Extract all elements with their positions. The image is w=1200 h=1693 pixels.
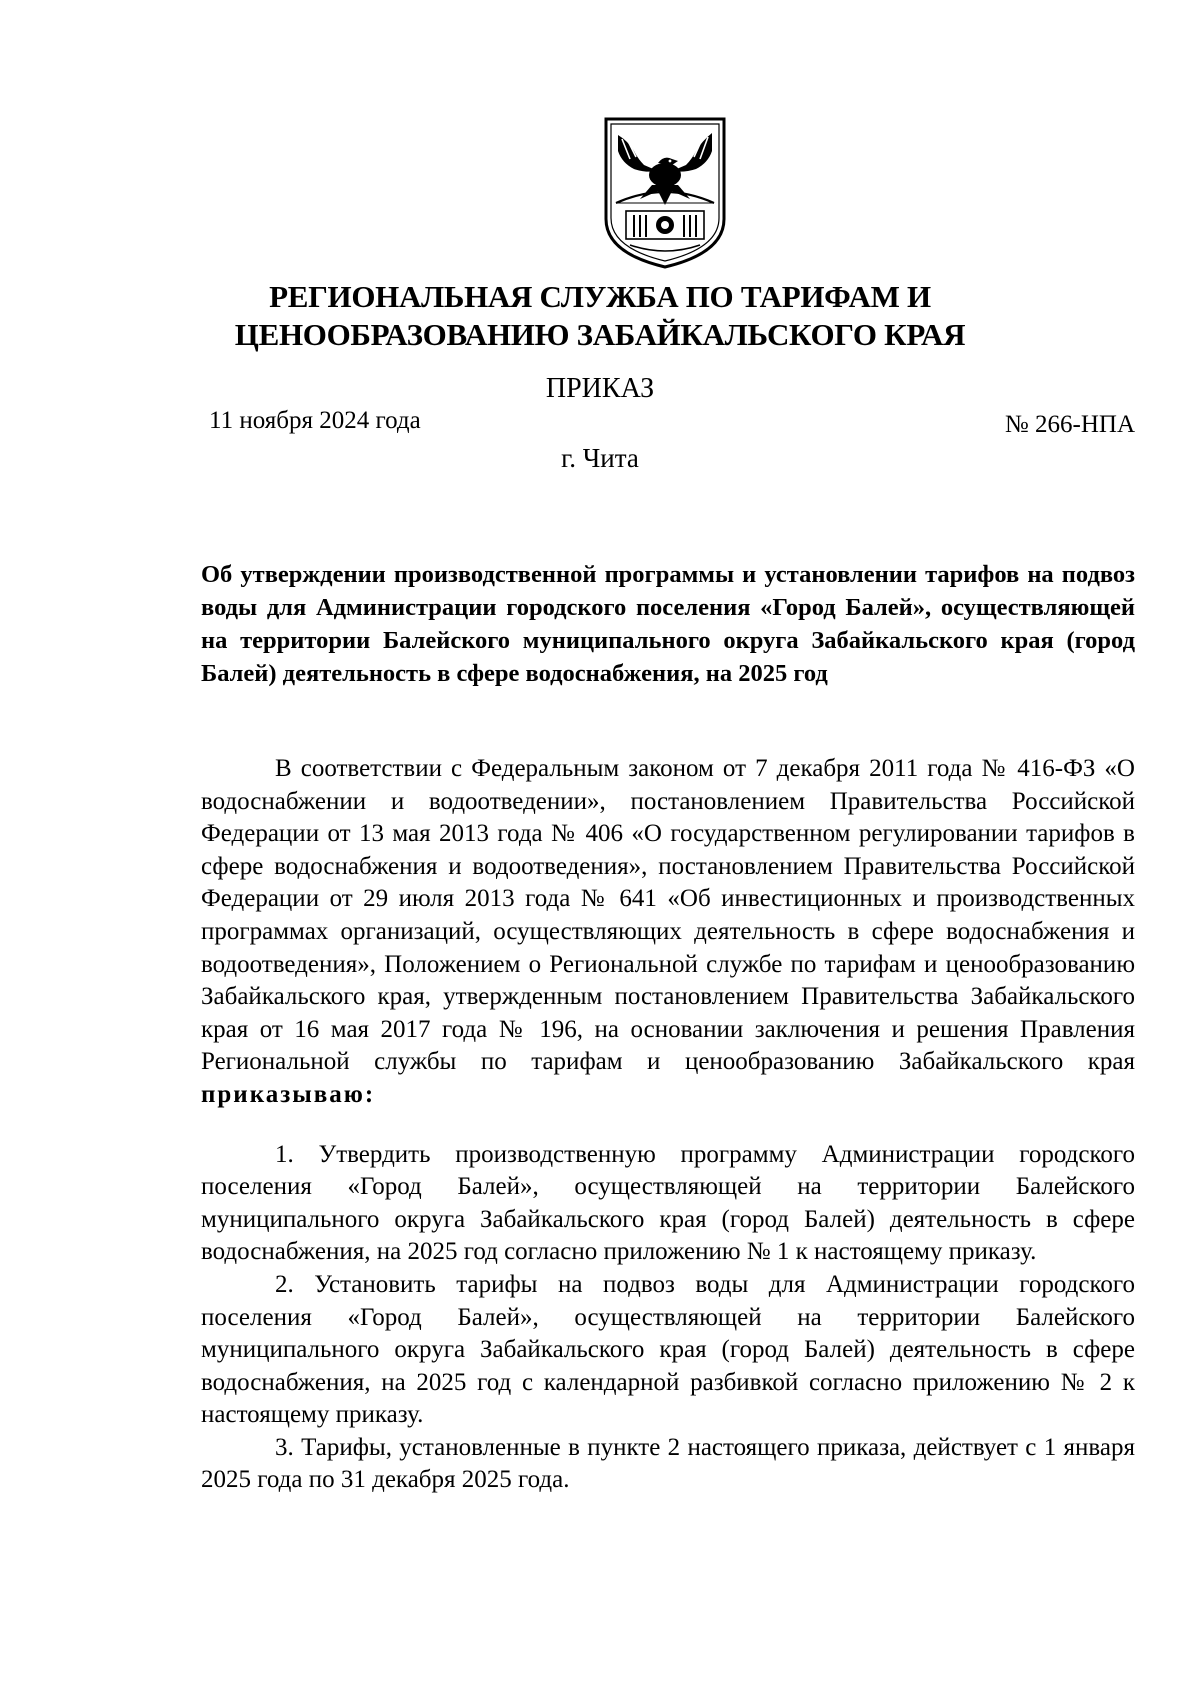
order-item-2: 2. Установить тарифы на подвоз воды для Администрации городского поселения «Город Балей», осуществляющей на территории Балейского муниципального округа Забайкальского края (город Балей) деятельность в сфере водоснабжения, на 2025 год с календарной разбивкой согласно приложению № 2 к настоящему приказу. [201, 1270, 1135, 1429]
document-number: № 266-НПА [1004, 411, 1135, 438]
order-item-3: 3. Тарифы, установленные в пункте 2 настоящего приказа, действует с 1 января 2025 года по 31 декабря 2025 года. [201, 1433, 1135, 1494]
document-type: ПРИКАЗ [545, 373, 655, 404]
document-city: г. Чита [561, 443, 639, 473]
zabaykalsky-coat-of-arms-icon [600, 115, 730, 271]
order-item-1: 1. Утвердить производственную программу Администрации городского поселения «Город Балей», осуществляющей на территории Балейского муниципального округа Забайкальского края (город Балей) деятельность в сфере водоснабжения, на 2025 год согласно приложению № 1 к настоящему приказу. [201, 1140, 1135, 1266]
organization-title-line-1: РЕГИОНАЛЬНАЯ СЛУЖБА ПО ТАРИФАМ И [269, 279, 931, 314]
preamble-text: В соответствии с Федеральным законом от 7 декабря 2011 года № 416-ФЗ «О водоснабжении и водоотведении», постановлением Правительства Российской Федерации от 13 мая 2013 года № 406 «О государственном регулировании тарифов в сфере водоснабжения и водоотведения», постановлением Правительства Российской Федерации от 29 июля 2013 года № 641 «Об инвестиционных и производственных программах организаций, осуществляющих деятельность в сфере водоснабжения и водоотведения», Положением о Региональной службе по тарифам и ценообразованию Забайкальского края, утвержденным постановлением Правительства Забайкальского края от 16 мая 2017 года № 196, на основании заключения и решения Правления Региональной службы по тарифам и ценообразованию Забайкальского края [201, 755, 1135, 1076]
preamble-paragraph [201, 753, 1135, 1112]
document-date: 11 ноября 2024 года [209, 407, 421, 434]
document-body [201, 753, 1135, 1497]
order-keyword: приказываю: [201, 1080, 376, 1108]
organization-title [0, 278, 1200, 354]
document-subject: Об утверждении производственной программы и установлении тарифов на подвоз воды для Администрации городского поселения «Город Балей», осуществляющей на территории Балейского муниципального округа Забайкальского края (город Балей) деятельность в сфере водоснабжения, на 2025 год [201, 561, 1135, 687]
organization-title-line-2: ЦЕНООБРАЗОВАНИЮ ЗАБАЙКАЛЬСКОГО КРАЯ [234, 317, 966, 352]
